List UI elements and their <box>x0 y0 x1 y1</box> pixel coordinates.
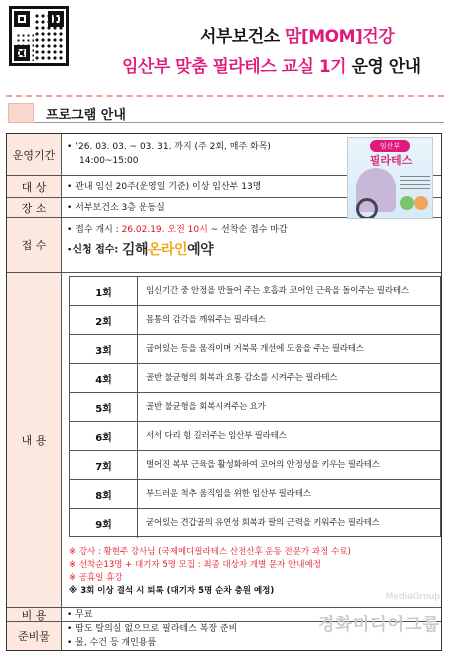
prep-item-1: 땀도 탈의실 없으므로 필라테스 복장 준비 <box>75 624 238 634</box>
section-title: 프로그램 안내 <box>46 108 126 123</box>
label-target: 대 상 <box>7 176 62 197</box>
label-period: 운영기간 <box>7 134 62 175</box>
period-dates: ’26. 03. 03. ~ 03. 31. 까지 (주 2회, 매주 화목) <box>75 142 271 152</box>
program-table <box>6 133 442 651</box>
sessions-table <box>69 276 441 537</box>
place-text: 서부보건소 3층 운동실 <box>75 203 165 213</box>
value-place: • 서부보건소 3층 운동실 <box>67 203 165 213</box>
logo-text-a: 김해 <box>121 242 148 258</box>
session-row <box>70 306 440 335</box>
session-number: 6회 <box>70 422 138 450</box>
cost-text: 무료 <box>75 610 93 620</box>
note-absence: ※ 3회 이상 결석 시 퇴록 (대기자 5명 순차 충원 예정) <box>69 586 275 596</box>
apply-start-date: 26.02.19. 오전 10시 <box>121 225 208 235</box>
session-number: 3회 <box>70 335 138 363</box>
page-title <box>200 22 394 47</box>
session-row <box>70 393 440 422</box>
qr-code[interactable] <box>9 6 69 66</box>
section-header <box>8 103 444 123</box>
section-square-icon <box>8 103 34 123</box>
gimhae-online-reservation-logo[interactable] <box>122 243 213 257</box>
session-row <box>70 451 440 480</box>
apply-channel-label: 신청 접수: <box>72 244 122 256</box>
logo-text-b: 온라인 <box>147 242 188 258</box>
session-description: 벌어진 복부 근육을 활성화하여 코어의 안정성을 키우는 필라테스 <box>146 459 380 470</box>
session-description: 몸통의 감각을 깨워주는 필라테스 <box>146 314 266 325</box>
session-row <box>70 509 440 538</box>
session-description: 부드러운 척추 움직임을 위한 임산부 필라테스 <box>146 488 311 499</box>
row-apply <box>7 218 441 273</box>
subtitle-black: 운영 안내 <box>346 57 421 77</box>
notes-list <box>69 546 351 598</box>
value-period: • ’26. 03. 03. ~ 03. 31. 까지 (주 2회, 매주 화목) 14:00~15:00 <box>67 142 271 166</box>
session-row <box>70 422 440 451</box>
session-row <box>70 277 440 306</box>
session-number: 7회 <box>70 451 138 479</box>
session-description: 골반 불균형을 회복시켜주는 요가 <box>146 401 266 412</box>
session-number: 2회 <box>70 306 138 334</box>
session-row <box>70 364 440 393</box>
session-description: 굳어있는 견갑골의 유연성 회복과 팔의 근력을 키워주는 필라테스 <box>146 518 380 528</box>
session-row <box>70 335 440 364</box>
session-number: 5회 <box>70 393 138 421</box>
apply-start-label: 접수 개시 : <box>75 225 122 235</box>
value-prep: • 땀도 탈의실 없으므로 필라테스 복장 준비 • 물, 수건 등 개인용품 <box>67 624 238 648</box>
target-text: 관내 임신 20주(운영일 기준) 이상 임산부 13명 <box>75 182 262 192</box>
qr-pattern <box>34 13 64 61</box>
poster-title: 필라테스 <box>369 154 413 167</box>
watermark: 경화미디어그룹 <box>318 615 440 635</box>
session-description: 골반 불균형의 회복과 요통 감소를 시켜주는 필라테스 <box>146 372 338 383</box>
watermark-small: MediaGroup <box>385 592 440 602</box>
poster-bubble: 임산부 <box>370 140 410 152</box>
session-number: 1회 <box>70 277 138 305</box>
session-description: 서서 다리 힘 길러주는 임산부 필라테스 <box>146 430 287 441</box>
title-program: 맘[MOM]건강 <box>285 27 395 47</box>
label-place: 장 소 <box>7 198 62 217</box>
note-holiday: ※ 공휴일 휴강 <box>69 573 123 583</box>
session-number: 4회 <box>70 364 138 392</box>
pilates-ring-illustration <box>356 198 378 219</box>
label-prep: 준비물 <box>7 622 62 650</box>
value-cost: • 무료 <box>67 610 93 620</box>
prep-item-2: 물, 수건 등 개인용품 <box>75 638 157 648</box>
session-number: 9회 <box>70 509 138 538</box>
qr-pattern <box>16 33 34 61</box>
subtitle-pink: 임산부 맞춤 필라테스 교실 1기 <box>122 57 347 77</box>
value-apply: • 접수 개시 : 26.02.19. 오전 10시 ~ 선착순 접수 마감 •신청 접수: 김해온라인예약 <box>67 225 288 258</box>
session-description: 임신기간 중 안정을 만들어 주는 호흡과 코어인 근육을 돌이주는 필라테스 <box>146 285 409 296</box>
page-subtitle <box>122 52 421 77</box>
divider <box>6 95 444 97</box>
note-instructor: ※ 강사 : 황현주 강사님 (국제메디필라테스 산전산후 운동 전문가 과정 수료) <box>69 547 351 557</box>
session-description: 굽어있는 등을 움직이며 거북목 개선에 도움을 주는 필라테스 <box>146 343 364 354</box>
poster-circle <box>400 196 414 210</box>
label-content: 내 용 <box>7 273 62 607</box>
apply-close-text: ~ 선착순 접수 마감 <box>207 225 288 235</box>
label-cost: 비 용 <box>7 608 62 621</box>
title-org: 서부보건소 <box>200 27 286 47</box>
poster-text-lines <box>400 176 430 190</box>
session-number: 8회 <box>70 480 138 508</box>
logo-text-c: 예약 <box>187 242 214 258</box>
header <box>0 0 450 98</box>
value-target: • 관내 임신 20주(운영일 기준) 이상 임산부 13명 <box>67 182 262 192</box>
pilates-poster-image <box>347 137 433 219</box>
note-capacity: ※ 선착순13명 + 대기자 5명 모집 : 최종 대상자 개별 문자 안내예정 <box>69 560 321 570</box>
label-apply: 접 수 <box>7 218 62 272</box>
row-content <box>7 273 441 608</box>
poster-circle <box>414 196 428 210</box>
period-time: 14:00~15:00 <box>79 156 139 166</box>
session-row <box>70 480 440 509</box>
qr-finder <box>14 11 30 27</box>
